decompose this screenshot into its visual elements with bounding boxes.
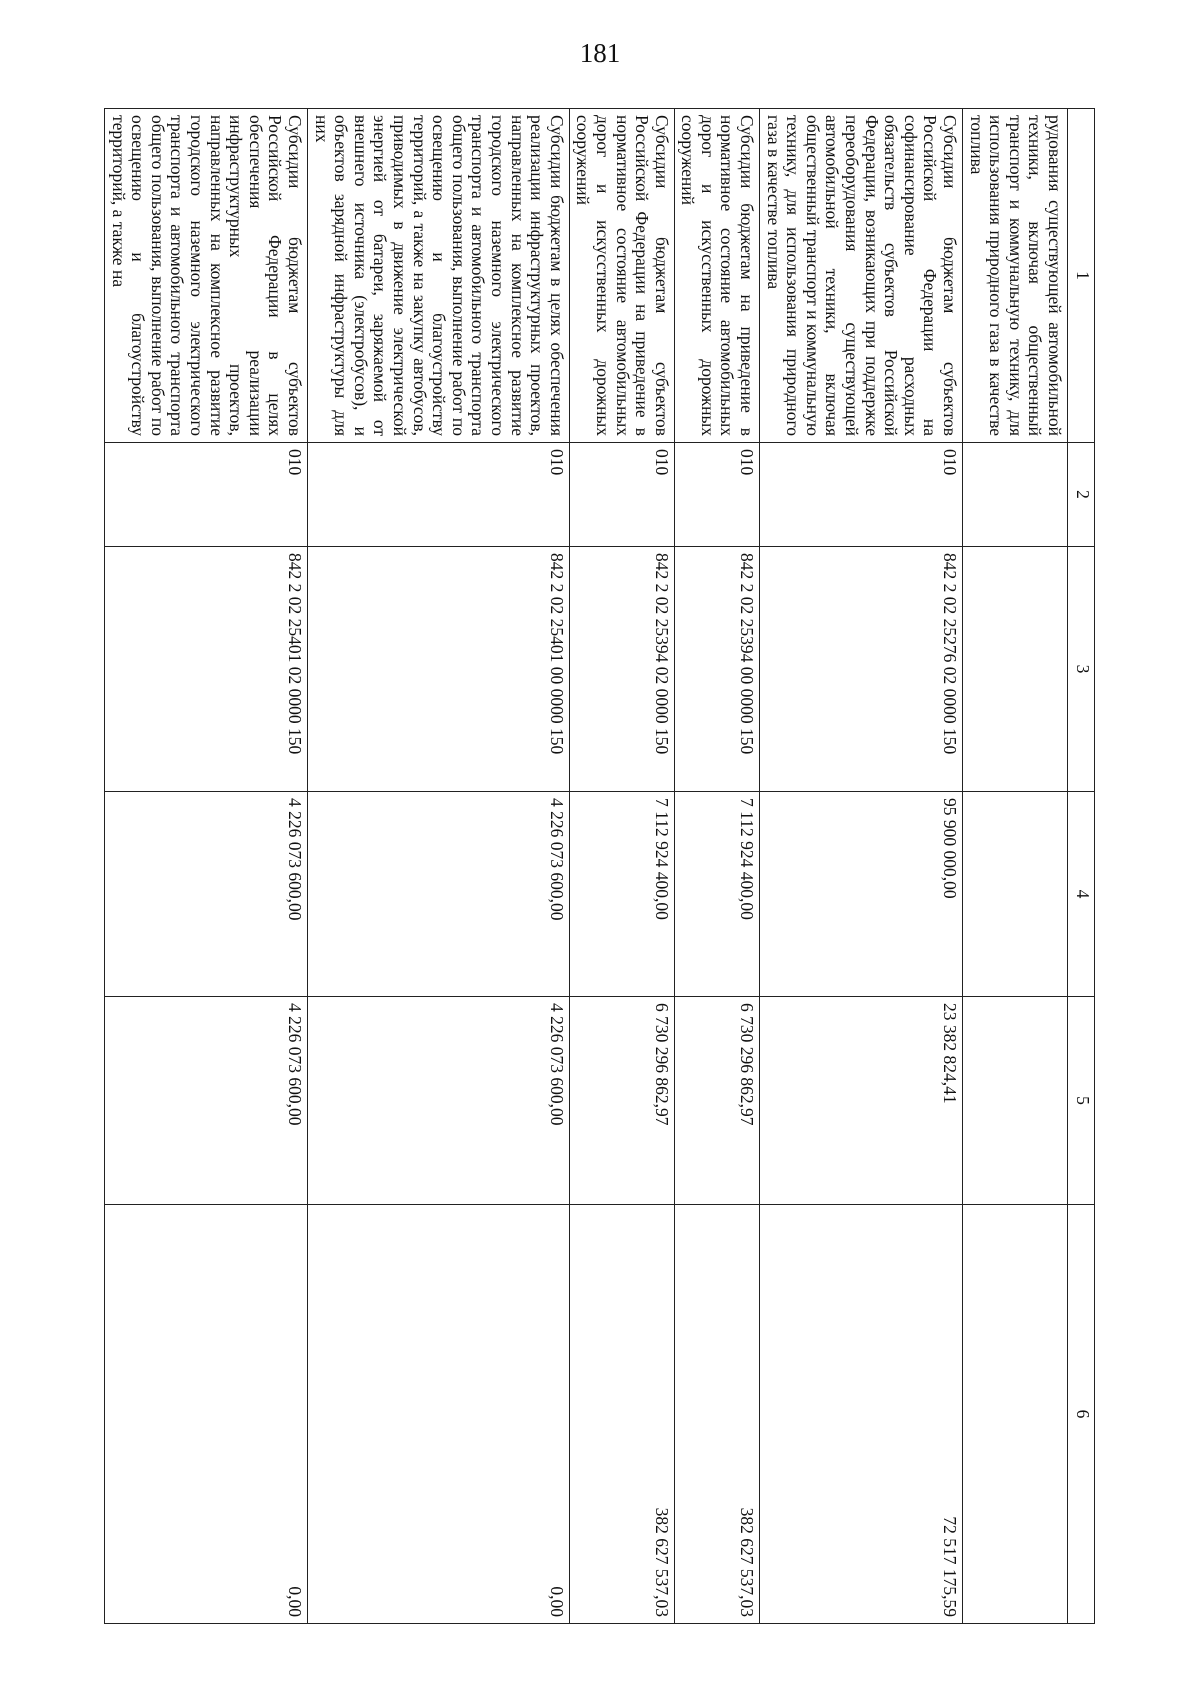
row-executed-amount: 4 226 073 600,00 [308, 997, 570, 1205]
rotated-table-container [108, 108, 1095, 1623]
row-approved-amount [963, 792, 1068, 997]
row-approved-amount: 7 112 924 400,00 [569, 792, 674, 997]
row-remaining-amount: 0,00 [105, 1205, 308, 1624]
row-description: Субсидии бюджетам в целях обеспечения реализации инфраструктурных проектов, направленных на комплексное развитие городского наземного электрического транспорта и автомобильного транспорта общего пользования, выполнение работ по освещению и благоустройству территорий, а также на закупку автобусов, приводимых в движение электрической энергией от батареи, заряжаемой от внешнего источника (электробусов), и объектов зарядной инфраструктуры для них [308, 109, 570, 443]
row-budget-code: 842 2 02 25276 02 0000 150 [760, 547, 963, 792]
row-remaining-amount: 382 627 537,03 [569, 1205, 674, 1624]
row-executed-amount: 23 382 824,41 [760, 997, 963, 1205]
row-approved-amount: 4 226 073 600,00 [308, 792, 570, 997]
row-description: рудования существующей автомобильной техники, включая общественный транспорт и коммунальную технику, для использования природного газа в качестве топлива [963, 109, 1068, 443]
row-budget-code: 842 2 02 25394 02 0000 150 [569, 547, 674, 792]
rotated-table-content [108, 108, 1095, 1623]
row-line-code: 010 [308, 443, 570, 547]
row-line-code: 010 [674, 443, 759, 547]
table-row [105, 109, 308, 1624]
row-description: Субсидии бюджетам на приведение в нормативное состояние автомобильных дорог и искусственных дорожных сооружений [674, 109, 759, 443]
header-col-3: 3 [1068, 547, 1095, 792]
row-executed-amount: 4 226 073 600,00 [105, 997, 308, 1205]
row-remaining-amount: 382 627 537,03 [674, 1205, 759, 1624]
row-description: Субсидии бюджетам субъектов Российской Федерации на приведение в нормативное состояние автомобильных дорог и искусственных дорожных сооружений [569, 109, 674, 443]
budget-table [104, 108, 1095, 1624]
row-executed-amount: 6 730 296 862,97 [674, 997, 759, 1205]
row-budget-code: 842 2 02 25401 02 0000 150 [105, 547, 308, 792]
header-col-1: 1 [1068, 109, 1095, 443]
row-description: Субсидии бюджетам субъектов Российской Федерации в целях обеспечения реализации инфраструктурных проектов, направленных на комплексное развитие городского наземного электрического транспорта и автомобильного транспорта общего пользования, выполнение работ по освещению и благоустройству территорий, а также на [105, 109, 308, 443]
row-budget-code: 842 2 02 25394 00 0000 150 [674, 547, 759, 792]
header-col-5: 5 [1068, 997, 1095, 1205]
table-row [674, 109, 759, 1624]
table-row [963, 109, 1068, 1624]
row-remaining-amount: 72 517 175,59 [760, 1205, 963, 1624]
table-row [308, 109, 570, 1624]
row-remaining-amount [963, 1205, 1068, 1624]
row-approved-amount: 95 900 000,00 [760, 792, 963, 997]
table-row [569, 109, 674, 1624]
header-col-4: 4 [1068, 792, 1095, 997]
row-description: Субсидии бюджетам субъектов Российской Федерации на софинансирование расходных обязательств субъектов Российской Федерации, возникающих при поддержке переоборудования существующей автомобильной техники, включая общественный транспорт и коммунальную технику, для использования природного газа в качестве топлива [760, 109, 963, 443]
table-row [760, 109, 963, 1624]
row-budget-code [963, 547, 1068, 792]
row-line-code: 010 [760, 443, 963, 547]
row-line-code: 010 [569, 443, 674, 547]
header-col-6: 6 [1068, 1205, 1095, 1624]
row-approved-amount: 7 112 924 400,00 [674, 792, 759, 997]
row-line-code: 010 [105, 443, 308, 547]
row-line-code [963, 443, 1068, 547]
header-col-2: 2 [1068, 443, 1095, 547]
table-header-row [1068, 109, 1095, 1624]
row-executed-amount: 6 730 296 862,97 [569, 997, 674, 1205]
page-number: 181 [579, 38, 621, 68]
row-approved-amount: 4 226 073 600,00 [105, 792, 308, 997]
row-budget-code: 842 2 02 25401 00 0000 150 [308, 547, 570, 792]
row-remaining-amount: 0,00 [308, 1205, 570, 1624]
row-executed-amount [963, 997, 1068, 1205]
